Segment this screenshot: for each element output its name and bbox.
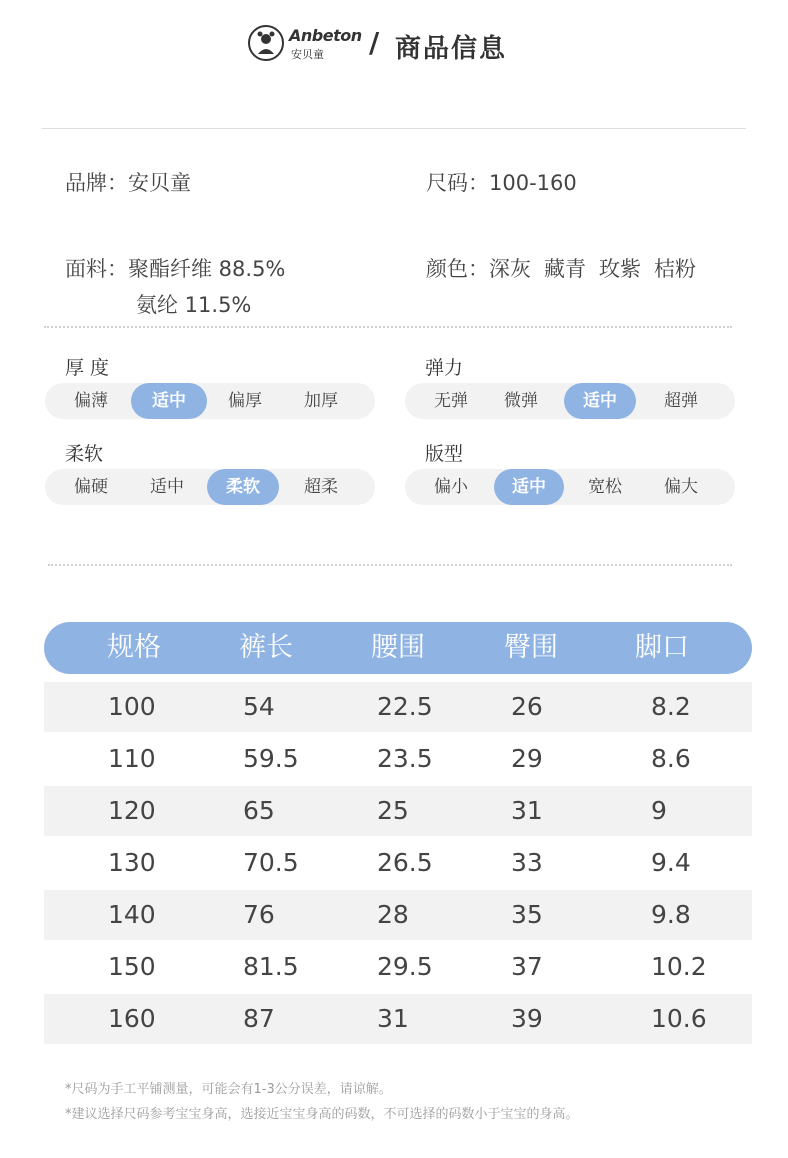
fit-option: 偏大 <box>664 477 698 497</box>
fabric-info <box>65 253 285 283</box>
table-cell: 110 <box>108 744 156 773</box>
softness-option-selected: 柔软 <box>207 469 279 505</box>
table-cell: 26.5 <box>377 848 433 877</box>
table-cell: 70.5 <box>243 848 299 877</box>
elasticity-option: 微弹 <box>504 391 538 411</box>
color-info <box>426 253 696 283</box>
table-cell: 8.2 <box>651 692 691 721</box>
brand-value: 安贝童 <box>128 171 191 195</box>
header-divider <box>42 128 746 129</box>
table-cell: 10.2 <box>651 952 707 981</box>
color-option: 深灰 <box>489 257 531 281</box>
column-header-length: 裤长 <box>239 632 293 663</box>
fabric-composition-2: 氨纶 11.5% <box>136 293 252 317</box>
table-cell: 31 <box>511 796 543 825</box>
size-range-info <box>426 167 577 197</box>
table-cell: 29 <box>511 744 543 773</box>
table-cell: 33 <box>511 848 543 877</box>
softness-option: 超柔 <box>304 477 338 497</box>
fabric-composition-1: 聚酯纤维 88.5% <box>128 257 286 281</box>
fabric-label: 面料： <box>65 257 128 281</box>
column-header-waist: 腰围 <box>371 632 425 663</box>
table-cell: 120 <box>108 796 156 825</box>
thickness-scale <box>45 383 375 419</box>
fit-option-selected: 适中 <box>494 469 564 505</box>
thickness-option-selected: 适中 <box>131 383 207 419</box>
elasticity-scale <box>405 383 735 419</box>
header-separator: / <box>369 26 380 59</box>
color-option: 玫紫 <box>599 257 641 281</box>
table-cell: 140 <box>108 900 156 929</box>
size-label: 尺码： <box>426 171 489 195</box>
size-advice-note: *建议选择尺码参考宝宝身高，选接近宝宝身高的码数，不可选择的码数小于宝宝的身高。 <box>65 1107 579 1122</box>
table-cell: 87 <box>243 1004 275 1033</box>
table-cell: 100 <box>108 692 156 721</box>
table-cell: 29.5 <box>377 952 433 981</box>
fit-option: 偏小 <box>434 477 468 497</box>
softness-label: 柔软 <box>65 443 104 465</box>
table-cell: 39 <box>511 1004 543 1033</box>
brand-info <box>65 167 191 197</box>
softness-option: 偏硬 <box>74 477 108 497</box>
table-cell: 150 <box>108 952 156 981</box>
column-header-size: 规格 <box>107 632 161 663</box>
column-header-hip: 臀围 <box>504 632 558 663</box>
table-row <box>44 838 752 888</box>
fit-option: 宽松 <box>588 477 622 497</box>
table-cell: 65 <box>243 796 275 825</box>
color-option: 藏青 <box>544 257 586 281</box>
elasticity-option: 超弹 <box>664 391 698 411</box>
fit-label: 版型 <box>425 443 464 465</box>
dotted-divider <box>44 326 732 328</box>
table-cell: 35 <box>511 900 543 929</box>
thickness-option: 偏厚 <box>228 391 262 411</box>
table-cell: 54 <box>243 692 275 721</box>
column-header-leg-opening: 脚口 <box>635 632 689 663</box>
table-row <box>44 994 752 1044</box>
table-cell: 9 <box>651 796 667 825</box>
table-cell: 25 <box>377 796 409 825</box>
table-row <box>44 734 752 784</box>
table-cell: 37 <box>511 952 543 981</box>
table-cell: 59.5 <box>243 744 299 773</box>
brand-name-cn: 安贝童 <box>291 48 324 61</box>
measurement-note: *尺码为手工平铺测量，可能会有1-3公分误差，请谅解。 <box>65 1082 392 1097</box>
table-cell: 10.6 <box>651 1004 707 1033</box>
softness-scale <box>45 469 375 505</box>
thickness-label: 厚 度 <box>65 357 110 379</box>
page-title: 商品信息 <box>395 34 508 64</box>
color-label: 颜色： <box>426 257 489 281</box>
thickness-option: 偏薄 <box>74 391 108 411</box>
table-row <box>44 942 752 992</box>
table-cell: 22.5 <box>377 692 433 721</box>
table-cell: 8.6 <box>651 744 691 773</box>
table-cell: 81.5 <box>243 952 299 981</box>
table-cell: 26 <box>511 692 543 721</box>
elasticity-option-selected: 适中 <box>564 383 636 419</box>
table-row <box>44 786 752 836</box>
brand-name-en: Anbeton <box>289 26 362 45</box>
table-cell: 130 <box>108 848 156 877</box>
fit-scale <box>405 469 735 505</box>
table-row <box>44 682 752 732</box>
dotted-divider <box>48 564 732 566</box>
softness-option: 适中 <box>150 477 184 497</box>
table-cell: 76 <box>243 900 275 929</box>
thickness-option: 加厚 <box>304 391 338 411</box>
table-cell: 160 <box>108 1004 156 1033</box>
color-option: 桔粉 <box>654 257 696 281</box>
elasticity-option: 无弹 <box>434 391 468 411</box>
size-table-header <box>44 622 752 674</box>
brand-label: 品牌： <box>65 171 128 195</box>
size-value: 100-160 <box>489 171 577 195</box>
table-row <box>44 890 752 940</box>
brand-logo-icon <box>247 24 285 62</box>
table-cell: 9.8 <box>651 900 691 929</box>
table-cell: 9.4 <box>651 848 691 877</box>
table-cell: 23.5 <box>377 744 433 773</box>
table-cell: 28 <box>377 900 409 929</box>
elasticity-label: 弹力 <box>425 357 464 379</box>
table-cell: 31 <box>377 1004 409 1033</box>
